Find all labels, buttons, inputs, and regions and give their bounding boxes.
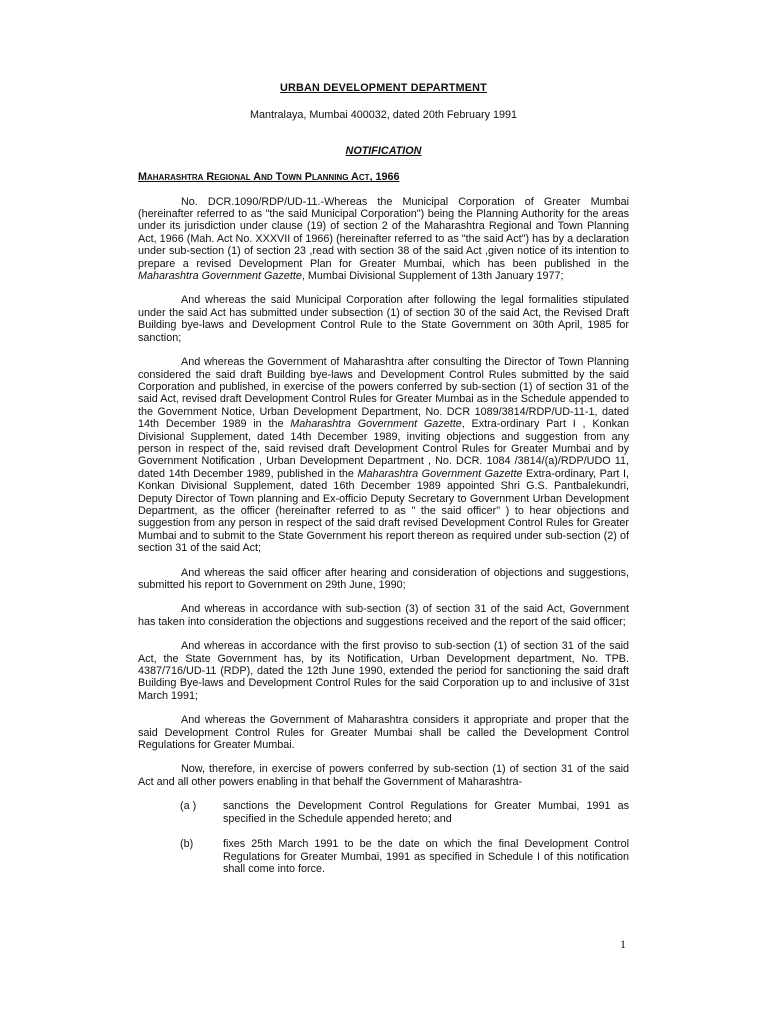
gazette-title: Maharashtra Government Gazette <box>290 418 462 431</box>
notification-heading: NOTIFICATION <box>345 144 422 157</box>
paragraph-whereas-submission: And whereas the said Municipal Corporation after following the legal formalities stipulated under the said Act has submitted under subsection (1) of section 30 of the said Act, the Revised Draft Building bye-laws and Development Control Rule to the State Government on 30th April, 1985 for sanction; <box>138 294 629 344</box>
gazette-title: Maharashtra Government Gazette <box>357 467 523 480</box>
list-item-text: fixes 25th March 1991 to be the date on which the final Development Control Regulations for Greater Mumbai, 1991 as specified in Schedule I of this notification shall come into force. <box>223 838 629 875</box>
paragraph-whereas-naming: And whereas the Government of Maharashtra considers it appropriate and proper that the said Development Control Rules for Greater Mumbai shall be called the Development Control Regulations for Greater Mumbai. <box>138 714 629 752</box>
paragraph-whereas-officer-report: And whereas the said officer after hearing and consideration of objections and suggestions, submitted his report to Government on 29th June, 1990; <box>138 566 629 591</box>
place-date-line: Mantralaya, Mumbai 400032, dated 20th February 1991 <box>249 109 518 122</box>
paragraph-whereas-consideration: And whereas in accordance with sub-section (3) of section 31 of the said Act, Government has taken into consideration the objections and suggestions received and the report of the said officer; <box>138 603 629 628</box>
paragraph-whereas-consultation: And whereas the Government of Maharashtra after consulting the Director of Town Planning considered the said draft Building bye-laws and Development Control Rules submitted by the said Corporation and published, in exercise of the powers conferred by sub-section (1) of section 31 of the said Act, revised draft Development Control Rules for Greater Mumbai as in the Schedule appended to the Government Notice, Urban Development Department, No. DCR 1089/3814/RDP/UD-11-1, dated 14th December 1989 in the Maharashtra Government Gazette, Extra-ordinary Part I , Konkan Divisional Supplement, dated 14th December 1989, inviting objections and suggestion from any person in respect of the, said revised draft Development Control Rules for Greater Mumbai and by Government Notification , Urban Development Department , No. DCR. 1084 /3814/(a)/RDP/UDO 11, dated 14th December 1989, published in the Maharashtra Government Gazette Extra-ordinary, Part I, Konkan Divisional Supplement, dated 16th December 1989 appointed Shri G.S. Pantbalekundri, Deputy Director of Town planning and Ex-officio Deputy Secretary to Government Urban Development Department, as the officer (hereinafter referred to as " the said officer" ) to hear objections and suggestion from any person in respect of the said draft revised Development Control Rules for Greater Mumbai and to submit to the State Government his report thereon as required under sub-section (2) of section 31 of the said Act; <box>138 356 629 555</box>
paragraph-now-therefore: Now, therefore, in exercise of powers conferred by sub-section (1) of section 31 of the said Act and all other powers enabling in that behalf the Government of Maharashtra- <box>138 763 629 788</box>
paragraph-whereas-extension: And whereas in accordance with the first proviso to sub-section (1) of section 31 of the said Act, the State Government has, by its Notification, Urban Development department, No. TPB. 4387/716/UD-11 (RDP), dated the 12th June 1990, extended the period for sanctioning the said draft Building Bye-laws and Development Control Rules for the said Corporation up to and inclusive of 31st March 1991; <box>138 640 629 702</box>
department-heading: URBAN DEVELOPMENT DEPARTMENT <box>280 82 487 94</box>
act-title: Maharashtra Regional And Town Planning Act, 1966 <box>138 171 400 184</box>
gazette-title: Maharashtra Government Gazette <box>138 270 302 283</box>
list-item-label: (a ) <box>180 800 197 813</box>
list-item-b <box>180 838 629 875</box>
paragraph-preamble: No. DCR.1090/RDP/UD-11.-Whereas the Municipal Corporation of Greater Mumbai (hereinafter referred to as "the said Municipal Corporation") being the Planning Authority for the areas under its jurisdiction under clause (19) of section 2 of the Maharashtra Regional and Town Planning Act, 1966 (Mah. Act No. XXXVII of 1966) (hereinafter referred to as "the said Act") has by a declaration under sub-section (1) of section 23 ,read with section 38 of the said Act ,given notice of its intention to prepare a revised Development Plan for Greater Mumbai, which has been published in the Maharashtra Government Gazette, Mumbai Divisional Supplement of 13th January 1977; <box>138 195 629 283</box>
page-number: 1 <box>620 937 626 951</box>
list-item-text: sanctions the Development Control Regulations for Greater Mumbai, 1991 as specified in the Schedule appended hereto; and <box>223 800 629 825</box>
list-item-a <box>180 800 629 825</box>
list-item-label: (b) <box>180 838 194 851</box>
